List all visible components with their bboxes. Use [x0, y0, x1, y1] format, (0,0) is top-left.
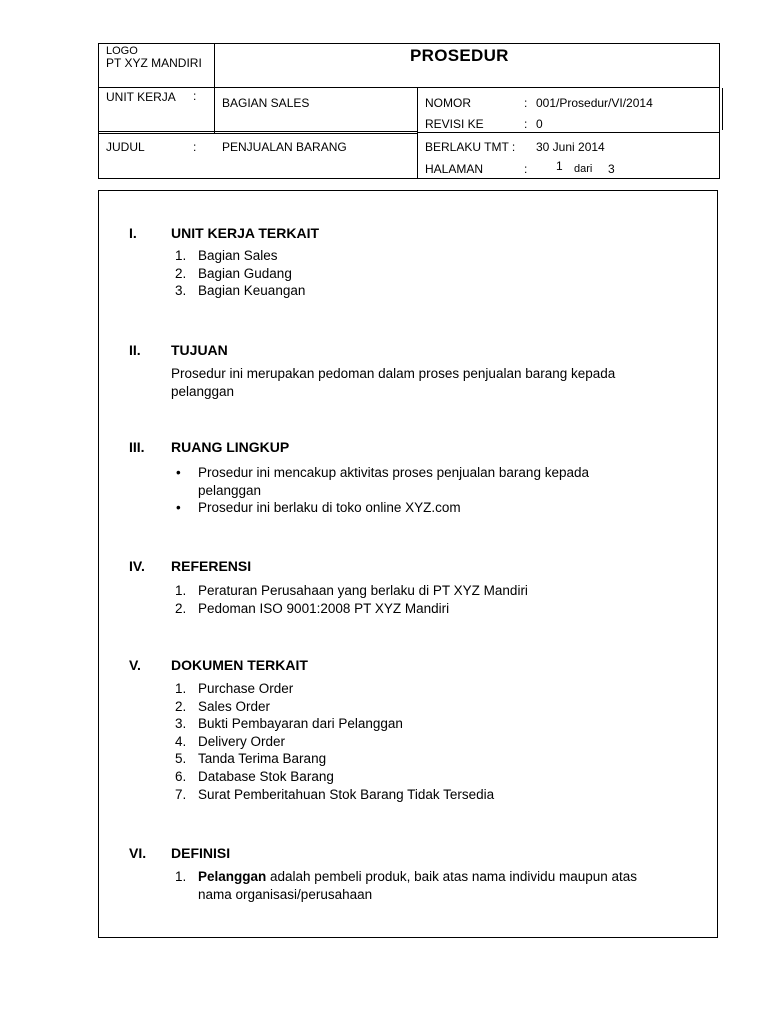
revisi-colon: :: [524, 117, 528, 131]
list-item: [171, 680, 494, 698]
header-row-divider-left: [98, 131, 418, 132]
berlaku-label: BERLAKU TMT :: [425, 140, 516, 154]
list-item-number: 6.: [175, 768, 187, 784]
section-3-number: III.: [129, 439, 145, 455]
header-border-right: [719, 43, 720, 179]
definition-term: Pelanggan: [198, 869, 267, 884]
list-item-text: Prosedur ini mencakup aktivitas proses penjualan barang kepada pelanggan: [198, 465, 589, 498]
list-item: [171, 499, 641, 517]
list-item-text: Purchase Order: [198, 681, 294, 696]
list-item: [171, 600, 528, 618]
header-row-divider: [98, 87, 720, 88]
list-item-number: 2.: [175, 698, 187, 714]
list-item: [171, 698, 494, 716]
document-title: PROSEDUR: [410, 46, 509, 65]
list-item-text: Sales Order: [198, 698, 271, 714]
halaman-page: 1: [556, 159, 563, 173]
list-item-text: Bagian Sales: [198, 248, 278, 263]
list-item: [171, 768, 494, 786]
judul-label: JUDUL: [106, 140, 145, 154]
logo-placeholder: LOGO: [106, 45, 138, 57]
list-item-number: 1.: [175, 248, 187, 263]
section-4-number: IV.: [129, 558, 145, 574]
section-4-title: REFERENSI: [171, 558, 252, 574]
section-3-title: RUANG LINGKUP: [171, 439, 290, 455]
nomor-value: 001/Prosedur/VI/2014: [536, 96, 653, 110]
procedure-body: [98, 190, 718, 938]
list-item: [171, 265, 305, 283]
section-1-title: UNIT KERJA TERKAIT: [171, 225, 320, 241]
revisi-label: REVISI KE: [425, 117, 484, 131]
list-item-text: Tanda Terima Barang: [198, 751, 327, 767]
nomor-label: NOMOR: [425, 96, 471, 110]
header-row-divider-right: [418, 132, 720, 133]
list-item: [171, 750, 494, 768]
list-item-text: Surat Pemberitahuan Stok Barang Tidak Tersedia: [198, 786, 495, 802]
list-item: [171, 786, 494, 804]
list-item-text: Prosedur ini berlaku di toko online XYZ.com: [198, 500, 461, 516]
list-item-number: 1.: [175, 583, 187, 598]
list-item-text: Delivery Order: [198, 733, 286, 749]
list-item-number: 3.: [175, 716, 187, 732]
header-border-bottom: [98, 178, 720, 179]
list-item: [171, 582, 528, 600]
list-item-number: 7.: [175, 786, 187, 802]
list-item-number: 4.: [175, 733, 187, 749]
list-item-number: 2.: [175, 600, 187, 616]
list-item: [171, 464, 641, 499]
halaman-colon: :: [524, 162, 528, 176]
list-item-text: Database Stok Barang: [198, 768, 334, 784]
list-item-text: Peraturan Perusahaan yang berlaku di PT XYZ Mandiri: [198, 583, 528, 598]
bullet-icon: •: [176, 500, 181, 516]
judul-value: PENJUALAN BARANG: [222, 140, 347, 154]
section-1-list: [171, 247, 305, 300]
list-item: [171, 715, 494, 733]
definition-text: adalah pembeli produk, baik atas nama individu maupun atas nama organisasi/perusahaan: [198, 869, 638, 902]
unit-kerja-label: UNIT KERJA: [106, 90, 176, 104]
nomor-colon: :: [524, 96, 528, 110]
section-5-title: DOKUMEN TERKAIT: [171, 657, 308, 673]
list-item-text: Bagian Gudang: [198, 265, 292, 281]
list-item: [171, 282, 305, 300]
list-item-text: Bukti Pembayaran dari Pelanggan: [198, 716, 403, 732]
section-2-title: TUJUAN: [171, 342, 228, 358]
header-border-top: [98, 43, 720, 44]
revisi-value: 0: [536, 117, 543, 131]
halaman-label: HALAMAN: [425, 162, 484, 176]
header-edge-mark: [722, 88, 723, 130]
list-item-text: Bagian Keuangan: [198, 283, 306, 299]
header-col-divider-logo: [214, 43, 215, 133]
list-item-number: 1.: [175, 869, 187, 884]
section-3-list: [171, 464, 641, 517]
list-item-number: 1.: [175, 681, 187, 696]
list-item-number: 2.: [175, 265, 187, 281]
section-6-list: [171, 868, 671, 903]
company-name: PT XYZ MANDIRI: [106, 56, 202, 70]
unit-kerja-value: BAGIAN SALES: [222, 96, 310, 110]
header-col-divider-mid: [417, 87, 418, 179]
section-6-title: DEFINISI: [171, 845, 231, 861]
header-row-divider-left-2: [98, 133, 418, 134]
section-5-number: V.: [129, 657, 141, 673]
list-item: [171, 733, 494, 751]
section-6-number: VI.: [129, 845, 147, 861]
list-item: [171, 868, 671, 903]
section-5-list: [171, 680, 494, 803]
section-4-list: [171, 582, 528, 617]
halaman-total: 3: [608, 162, 615, 176]
section-2-number: II.: [129, 342, 141, 358]
header-border-left: [98, 43, 99, 179]
list-item-number: 3.: [175, 283, 187, 299]
section-1-number: I.: [129, 225, 137, 241]
list-item-number: 5.: [175, 751, 187, 767]
list-item-text: Pedoman ISO 9001:2008 PT XYZ Mandiri: [198, 600, 450, 616]
halaman-of: dari: [574, 163, 593, 175]
unit-kerja-colon: :: [193, 89, 197, 103]
list-item: [171, 247, 305, 265]
section-2-text: Prosedur ini merupakan pedoman dalam proses penjualan barang kepada pelanggan: [171, 366, 616, 399]
berlaku-value: 30 Juni 2014: [536, 140, 605, 154]
bullet-icon: •: [176, 465, 181, 480]
judul-colon: :: [193, 140, 197, 154]
